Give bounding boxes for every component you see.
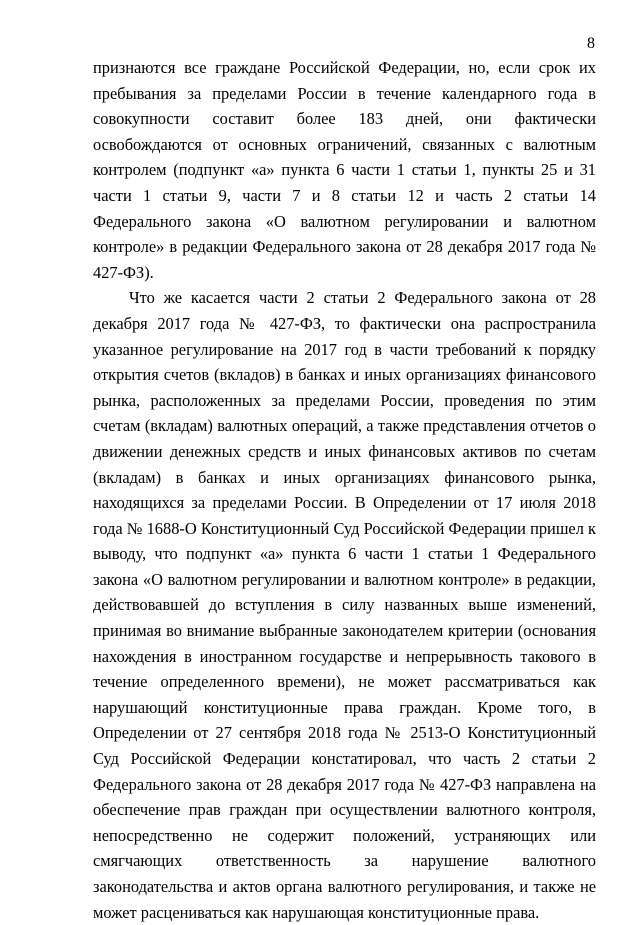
document-body (93, 55, 596, 925)
paragraph-constitutional-court: Что же касается части 2 статьи 2 Федерального закона от 28 декабря 2017 года № 427-ФЗ, то фактически она распространила указанное регулирование на 2017 год в части требований к порядку открытия счетов (вкладов) в банках и иных организациях финансового рынка, расположенных за пределами России, проведения по этим счетам (вкладам) валютных операций, а также представления отчетов о движении денежных средств и иных финансовых активов по счетам (вкладам) в банках и иных организациях финансового рынка, находящихся за пределами России. В Определении от 17 июля 2018 года № 1688-О Конституционный Суд Российской Федерации пришел к выводу, что подпункт «а» пункта 6 части 1 статьи 1 Федерального закона «О валютном регулировании и валютном контроле» в редакции, действовавшей до вступления в силу названных выше изменений, принимая во внимание выбранные законодателем критерии (основания нахождения в иностранном государстве и непрерывность такового в течение определенного времени), не может рассматриваться как нарушающий конституционные права граждан. Кроме того, в Определении от 27 сентября 2018 года № 2513-О Конституционный Суд Российской Федерации констатировал, что часть 2 статьи 2 Федерального закона от 28 декабря 2017 года № 427-ФЗ направлена на обеспечение прав граждан при осуществлении валютного контроля, непосредственно не содержит положений, устраняющих или смягчающих ответственность за нарушение валютного законодательства и актов органа валютного регулирования, и также не может расцениваться как нарушающая конституционные права. (93, 288, 596, 922)
page-number: 8 (587, 35, 595, 52)
paragraph-continuation: признаются все граждане Российской Федерации, но, если срок их пребывания за пределами России в течение календарного года в совокупности составит более 183 дней, они фактически освобождаются от основных ограничений, связанных с валютным контролем (подпункт «а» пункта 6 части 1 статьи 1, пункты 25 и 31 части 1 статьи 9, части 7 и 8 статьи 12 и часть 2 статьи 14 Федерального закона «О валютном регулировании и валютном контроле» в редакции Федерального закона от 28 декабря 2017 года № 427-ФЗ). (93, 58, 596, 282)
